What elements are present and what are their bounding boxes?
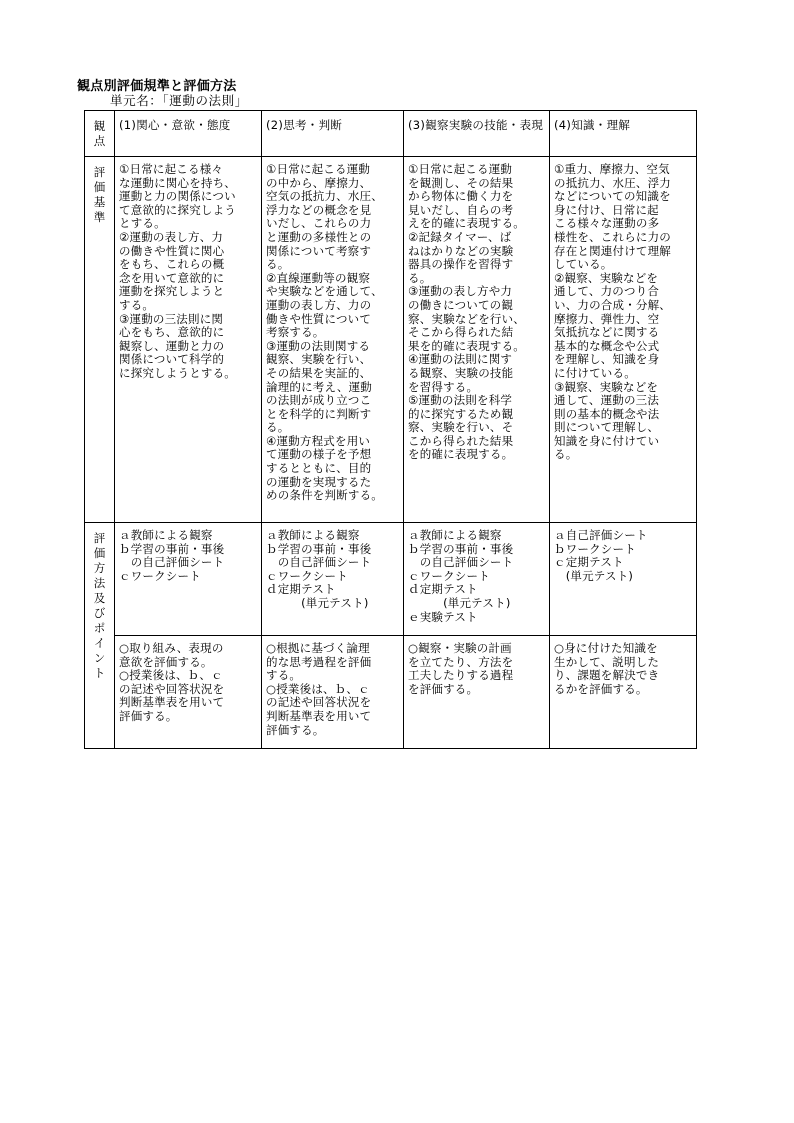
evaluation-table xyxy=(84,110,697,749)
cell-text-line: る。 xyxy=(408,270,432,285)
cell-text-line: ａ教師による観察 xyxy=(266,528,360,542)
cell-text-line: を評価する。 xyxy=(408,681,479,696)
cell-text-line: ②記録タイマー、ば xyxy=(408,229,512,244)
method-cell-1 xyxy=(115,523,262,636)
cell-text-line: 身に付け、日常に起 xyxy=(554,202,659,217)
cell-text-line: ③運動の三法則に関 xyxy=(119,311,224,326)
cell-text-line: ③観察、実験などを xyxy=(554,379,659,394)
cell-text-line: ②運動の表し方、力 xyxy=(119,229,224,244)
cell-text-line: 器具の操作を習得す xyxy=(408,257,514,272)
header-row xyxy=(85,111,697,157)
cell-text-line: る。 xyxy=(554,447,578,462)
cell-text-line: 様性を、これらに力の xyxy=(554,229,671,244)
criteria-cell-2 xyxy=(262,157,404,523)
cell-text-line: ②直線運動等の観察 xyxy=(266,270,371,285)
cell-text-line: する。 xyxy=(266,668,302,683)
cell-text-line: 関係について考察す xyxy=(266,243,372,258)
cell-text-line: を観測し、その結果 xyxy=(408,175,514,190)
cell-text-line: 判断基準表を用いて xyxy=(119,695,225,710)
cell-text-line: の法則が成り立つこ xyxy=(266,393,372,408)
cell-text-line: 意欲を評価する。 xyxy=(119,654,213,669)
cell-text-line: ①日常に起こる様々 xyxy=(119,162,224,176)
points-row xyxy=(85,636,697,749)
points-cell-3 xyxy=(404,636,550,749)
cell-text-line: 運動と力の関係につい xyxy=(119,189,236,204)
cell-text-line: 判断基準表を用いて xyxy=(266,708,372,723)
criteria-row xyxy=(85,157,697,523)
cell-text-line: 察、実験などを行い、 xyxy=(408,311,525,326)
cell-text-line: ○授業後は、ｂ、ｃ xyxy=(119,668,223,683)
cell-text-line: (単元テスト) xyxy=(554,568,634,583)
cell-text-line: するとともに、目的 xyxy=(266,461,372,476)
cell-text-line: などについての知識を xyxy=(554,189,671,204)
cell-text-line: ｄ定期テスト xyxy=(408,582,478,597)
cell-text-line: の働きについての観 xyxy=(408,297,514,312)
cell-text-line: とする。 xyxy=(119,216,166,231)
method-label-text: 評価方法及びポイント xyxy=(93,531,106,680)
cell-text-line: と運動の多様性との xyxy=(266,229,372,244)
cell-text-line: ○取り組み、表現の xyxy=(119,641,224,655)
cell-text-line: 論理的に考え、運動 xyxy=(266,379,372,394)
cell-text-line: 観察、実験を行い、 xyxy=(266,352,372,367)
cell-text-line: 運動の表し方、力の xyxy=(266,297,372,312)
cell-text-line: ｂ学習の事前・事後 xyxy=(408,541,514,556)
cell-text-line: 運動を探究しようと xyxy=(119,284,225,299)
cell-text-line: に探究しようとする。 xyxy=(119,365,236,380)
cell-text-line: そこから得られた結 xyxy=(408,325,514,340)
cell-text-line: 的な思考過程を評価 xyxy=(266,654,372,669)
cell-text-line: 働きや性質について xyxy=(266,311,372,326)
cell-text-line: えを的確に表現する。 xyxy=(408,216,525,231)
cell-text-line: (単元テスト) xyxy=(266,595,369,610)
cell-text-line: い、力の合成・分解、 xyxy=(554,297,671,312)
cell-text-line: ｃワークシート xyxy=(266,568,348,583)
cell-text-line: に付けている。 xyxy=(554,365,636,380)
cell-text-line: めの条件を判断する。 xyxy=(266,488,383,503)
cell-text-line: を立てたり、方法を xyxy=(408,654,514,669)
cell-text-line: る観察、実験の技能 xyxy=(408,365,514,380)
cell-text-line: 摩擦力、弾性力、空 xyxy=(554,311,660,326)
cell-text-line: り、課題を解決でき xyxy=(554,668,660,683)
cell-text-line: ｂ学習の事前・事後 xyxy=(266,541,372,556)
points-cell-2 xyxy=(262,636,404,749)
cell-text-line: の自己評価シート xyxy=(119,555,225,570)
cell-text-line: 心をもち、意欲的に xyxy=(119,325,225,340)
method-cell-4 xyxy=(550,523,697,636)
cell-text-line: な運動に関心を持ち、 xyxy=(119,175,236,190)
cell-text-line: 空気の抵抗力、水圧、 xyxy=(266,189,383,204)
cell-text-line: や実験などを通して、 xyxy=(266,284,383,299)
cell-text-line: ○授業後は、ｂ、ｃ xyxy=(266,681,370,696)
cell-text-line: の自己評価シート xyxy=(408,555,514,570)
cell-text-line: 見いだし、自らの考 xyxy=(408,202,514,217)
cell-text-line: ａ教師による観察 xyxy=(119,528,213,542)
method-row-label xyxy=(85,523,115,749)
cell-text-line: 則について理解し、 xyxy=(554,420,660,435)
cell-text-line: ｂワークシート xyxy=(554,541,636,556)
cell-text-line: の記述や回答状況を xyxy=(119,681,225,696)
cell-text-line: て運動の様子を予想 xyxy=(266,447,372,462)
cell-text-line: 的に探究するため観 xyxy=(408,406,514,421)
cell-text-line: 浮力などの概念を見 xyxy=(266,202,372,217)
criteria-row-label xyxy=(85,157,115,523)
cell-text-line: 知識を身に付けてい xyxy=(554,433,660,448)
cell-text-line: ①日常に起こる運動 xyxy=(266,162,371,176)
cell-text-line: する。 xyxy=(119,297,155,312)
cell-text-line: ④運動の法則に関す xyxy=(408,352,513,367)
cell-text-line: とを科学的に判断す xyxy=(266,406,372,421)
cell-text-line: ｃワークシート xyxy=(408,568,490,583)
cell-text-line: こから得られた結果 xyxy=(408,433,514,448)
cell-text-line: ａ教師による観察 xyxy=(408,528,502,542)
cell-text-line: ｅ実験テスト xyxy=(408,609,478,624)
cell-text-line: こる様々な運動の多 xyxy=(554,216,660,231)
cell-text-line: 考察する。 xyxy=(266,325,325,340)
cell-text-line: ○身に付けた知識を xyxy=(554,641,658,655)
method-row xyxy=(85,523,697,636)
unit-name: 単元名：「運動の法則」 xyxy=(110,93,248,108)
cell-text-line: ○根拠に基づく論理 xyxy=(266,641,370,655)
header-col-3: (3)観察実験の技能・表現 xyxy=(404,111,550,157)
header-col-4: (4)知識・理解 xyxy=(550,111,697,157)
criteria-cell-4 xyxy=(550,157,697,523)
cell-text-line: 察、実験を行い、そ xyxy=(408,420,514,435)
cell-text-line: ④運動方程式を用い xyxy=(266,433,371,448)
cell-text-line: 生かして、説明した xyxy=(554,654,660,669)
header-col-2: (2)思考・判断 xyxy=(262,111,404,157)
cell-text-line: その結果を実証的、 xyxy=(266,365,372,380)
cell-text-line: 通して、力のつり合 xyxy=(554,284,660,299)
cell-text-line: している。 xyxy=(554,257,613,272)
cell-text-line: て意欲的に探究しよう xyxy=(119,202,236,217)
cell-text-line: るかを評価する。 xyxy=(554,681,648,696)
cell-text-line: の記述や回答状況を xyxy=(266,695,372,710)
cell-text-line: ①日常に起こる運動 xyxy=(408,162,513,176)
cell-text-line: を習得する。 xyxy=(408,379,479,394)
cell-text-line: 存在と関連付けて理解 xyxy=(554,243,671,258)
cell-text-line: ③運動の表し方や力 xyxy=(408,284,513,299)
cell-text-line: ｂ学習の事前・事後 xyxy=(119,541,225,556)
cell-text-line: を理解し、知識を身 xyxy=(554,352,660,367)
cell-text-line: ａ自己評価シート xyxy=(554,528,648,542)
cell-text-line: (単元テスト) xyxy=(408,595,511,610)
cell-text-line: ｄ定期テスト xyxy=(266,582,336,597)
cell-text-line: ①重力、摩擦力、空気 xyxy=(554,162,670,176)
document-title: 観点別評価規準と評価方法 xyxy=(77,79,237,94)
points-cell-1 xyxy=(115,636,262,749)
header-col-1: (1)関心・意欲・態度 xyxy=(115,111,262,157)
cell-text-line: 則の基本的概念や法 xyxy=(554,406,660,421)
method-cell-2 xyxy=(262,523,404,636)
cell-text-line: の中から、摩擦力、 xyxy=(266,175,372,190)
cell-text-line: 基本的な概念や公式 xyxy=(554,338,660,353)
cell-text-line: 工夫したりする過程 xyxy=(408,668,514,683)
criteria-cell-1 xyxy=(115,157,262,523)
cell-text-line: から物体に働く力を xyxy=(408,189,514,204)
cell-text-line: る。 xyxy=(266,420,290,435)
cell-text-line: ③運動の法則関する xyxy=(266,338,371,353)
cell-text-line: 評価する。 xyxy=(119,708,178,723)
cell-text-line: 評価する。 xyxy=(266,722,325,737)
criteria-label-text: 評価基準 xyxy=(93,165,106,224)
cell-text-line: の運動を実現するた xyxy=(266,474,372,489)
cell-text-line: ｃ定期テスト xyxy=(554,555,624,570)
cell-text-line: る。 xyxy=(266,257,290,272)
cell-text-line: 関係について科学的 xyxy=(119,352,225,367)
cell-text-line: 通して、運動の三法 xyxy=(554,393,660,408)
cell-text-line: 念を用いて意欲的に xyxy=(119,270,225,285)
cell-text-line: の自己評価シート xyxy=(266,555,372,570)
header-corner xyxy=(85,111,115,157)
points-cell-4 xyxy=(550,636,697,749)
cell-text-line: ねはかりなどの実験 xyxy=(408,243,514,258)
cell-text-line: の働きや性質に関心 xyxy=(119,243,225,258)
cell-text-line: ｃワークシート xyxy=(119,568,201,583)
cell-text-line: の抵抗力、水圧、浮力 xyxy=(554,175,671,190)
cell-text-line: ②観察、実験などを xyxy=(554,270,659,285)
criteria-cell-3 xyxy=(404,157,550,523)
cell-text-line: ⑤運動の法則を科学 xyxy=(408,393,513,408)
cell-text-line: ○観察・実験の計画 xyxy=(408,641,512,655)
cell-text-line: 気抵抗などに関する xyxy=(554,325,660,340)
header-corner-label: 観点 xyxy=(93,119,106,148)
method-cell-3 xyxy=(404,523,550,636)
cell-text-line: 果を的確に表現する。 xyxy=(408,338,525,353)
cell-text-line: いだし、これらの力 xyxy=(266,216,372,231)
cell-text-line: 観察し、運動と力の xyxy=(119,338,225,353)
cell-text-line: を的確に表現する。 xyxy=(408,447,514,462)
cell-text-line: をもち、これらの概 xyxy=(119,257,225,272)
